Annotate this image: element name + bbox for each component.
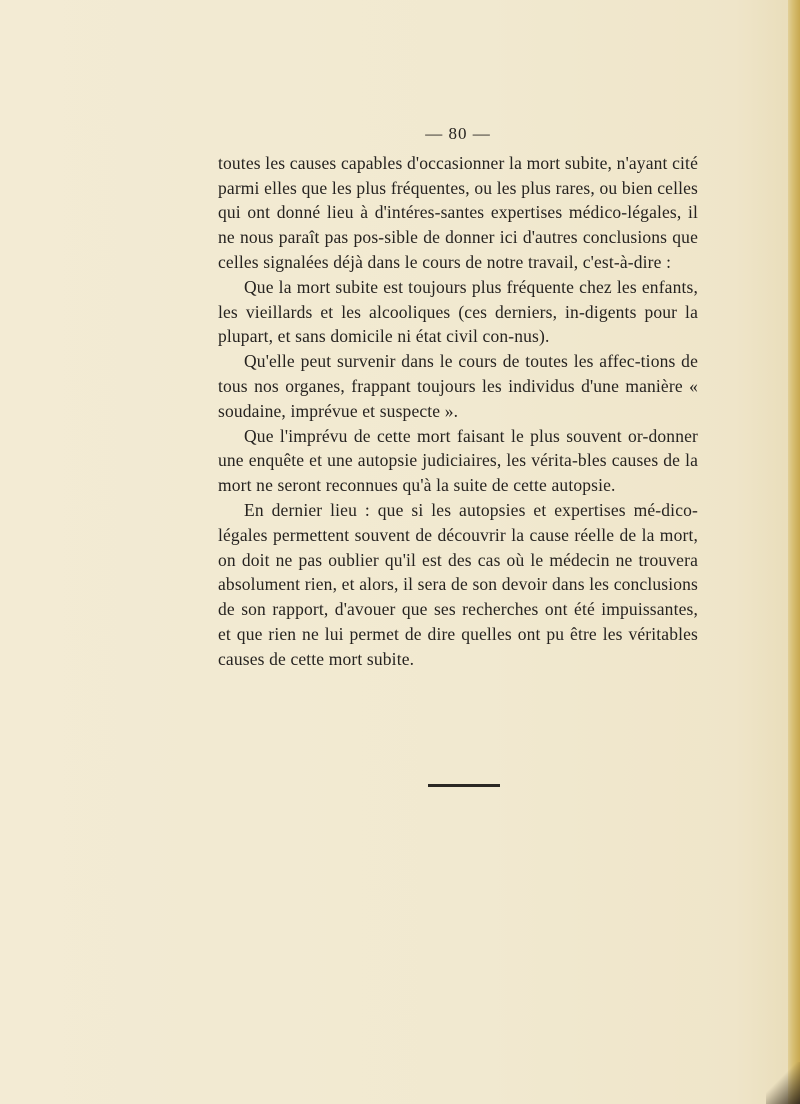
paragraph-4: Que l'imprévu de cette mort faisant le plus souvent or-donner une enquête et une autopsie judiciaires, les vérita-bles causes de la mort ne seront reconnues qu'à la suite de cette autopsie. [218,425,698,496]
page-number-header: — 80 — [425,124,491,143]
page-edge [788,0,800,1104]
text-block [218,122,698,672]
paragraph-5: En dernier lieu : que si les autopsies et expertises mé-dico-légales permettent souvent de découvrir la cause réelle de la mort, on doit ne pas oublier qu'il est des cas où le médecin ne trouvera absolument rien, et alors, il sera de son devoir dans les conclusions de son rapport, d'avouer que ses recherches ont été impuissantes, et que rien ne lui permet de dire quelles ont pu être les véritables causes de cette mort subite. [218,499,698,669]
end-rule [428,784,500,787]
page-corner-shadow [766,1062,800,1104]
paragraph-1: toutes les causes capables d'occasionner la mort subite, n'ayant cité parmi elles que les plus fréquentes, ou les plus rares, ou bien celles qui ont donné lieu à d'intéres-santes expertises médico-légales, il ne nous paraît pas pos-sible de donner ici d'autres conclusions que celles signalées déjà dans le cours de notre travail, c'est-à-dire : [218,152,698,272]
paragraph-3: Qu'elle peut survenir dans le cours de toutes les affec-tions de tous nos organes, frappant toujours les individus d'une manière « soudaine, imprévue et suspecte ». [218,351,698,421]
paragraph-2: Que la mort subite est toujours plus fréquente chez les enfants, les vieillards et les alcooliques (ces derniers, in-digents pour la plupart, et sans domicile ni état civil con-nus). [218,276,698,347]
